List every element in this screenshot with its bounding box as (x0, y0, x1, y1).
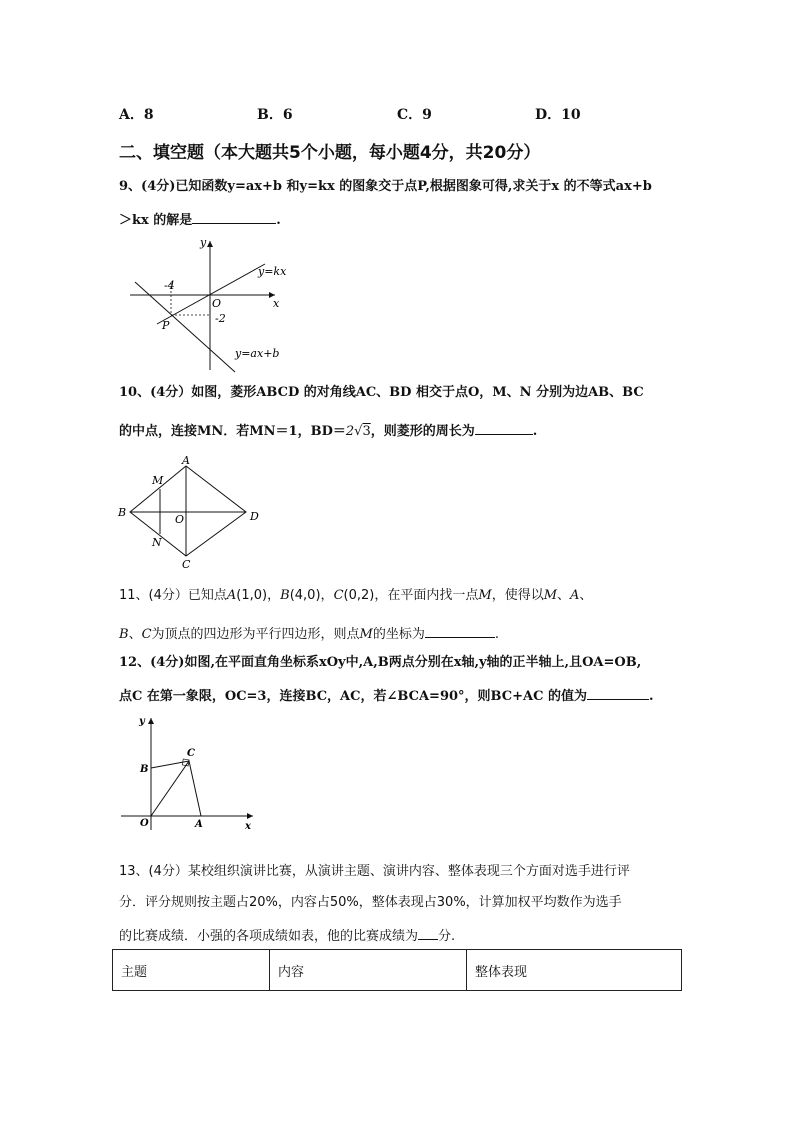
q10-m-label: M (152, 474, 164, 487)
q9-neg2-label: -2 (215, 312, 226, 325)
section-title: 二、填空题（本大题共5个小题，每小题4分，共20分） (119, 143, 541, 163)
q12-figure (115, 712, 260, 837)
q10-o-label: O (175, 513, 185, 526)
option-d: D．10 (535, 107, 581, 123)
q10-a-label: A (182, 454, 190, 467)
q13-line2: 分．评分规则按主题占20%，内容占50%，整体表现占30%，计算加权平均数作为选手 (119, 895, 622, 910)
q9-origin-label: O (212, 297, 222, 310)
q9-figure (125, 235, 300, 375)
q9-p-label: P (162, 319, 170, 332)
q12-line2: 点C 在第一象限，OC=3，连接BC，AC，若∠BCA=90°，则BC+AC 的值为 . (119, 689, 654, 704)
q9-axb-label: y=ax+b (235, 347, 280, 360)
q12-o-label: O (140, 818, 149, 829)
q9-y-label: y (200, 236, 207, 249)
q11-line1: 11、(4分）已知点A(1,0)，B(4,0)，C(0,2)，在平面内找一点M，使得以M、A、 (119, 588, 593, 603)
q9-kx-label: y=kx (258, 265, 287, 278)
table-header-cell: 主题 (113, 950, 270, 991)
q10-line1: 10、(4分）如图，菱形ABCD 的对角线AC、BD 相交于点O，M、N 分别为边AB、BC (119, 385, 644, 400)
q11-line2: B、C为顶点的四边形为平行四边形，则点M的坐标为 . (119, 627, 500, 642)
q13-answer-blank (418, 927, 438, 940)
q9-neg4-label: -4 (164, 279, 175, 292)
score-table (112, 949, 682, 991)
q10-line2: 的中点，连接MN．若MN＝1，BD＝2√3，则菱形的周长为 . (119, 424, 538, 439)
q9-line1: 9、(4分)已知函数y=ax+b 和y=kx 的图象交于点P,根据图象可得,求关于x 的不等式ax+b (119, 179, 652, 194)
q9-answer-blank (192, 211, 276, 224)
q12-b-label: B (140, 764, 149, 775)
option-c: C．9 (397, 107, 432, 123)
q12-x-label: x (245, 821, 251, 832)
q13-line1: 13、(4分）某校组织演讲比赛，从演讲主题、演讲内容、整体表现三个方面对选手进行评 (119, 864, 630, 879)
table-header-cell: 内容 (270, 950, 467, 991)
q9-x-label: x (273, 297, 280, 310)
q12-a-label: A (195, 819, 203, 830)
option-a: A．8 (119, 107, 154, 123)
q9-line2: ＞kx 的解是 . (119, 213, 281, 228)
q11-answer-blank (425, 625, 495, 638)
q12-answer-blank (587, 687, 649, 700)
table-row (113, 950, 682, 991)
q10-answer-blank (475, 422, 533, 435)
q10-c-label: C (182, 558, 191, 571)
table-header-cell: 整体表现 (467, 950, 682, 991)
option-b: B．6 (257, 107, 293, 123)
q10-n-label: N (152, 536, 162, 549)
q12-line1: 12、(4分)如图,在平面直角坐标系xOy中,A,B两点分别在x轴,y轴的正半轴上,且OA=OB, (119, 655, 642, 670)
q10-d-label: D (250, 510, 259, 523)
q10-figure (112, 452, 272, 572)
q10-b-label: B (118, 506, 127, 519)
q13-line3: 的比赛成绩．小强的各项成绩如表，他的比赛成绩为 分. (119, 929, 456, 944)
q12-c-label: C (187, 748, 195, 759)
q12-y-label: y (139, 716, 145, 727)
